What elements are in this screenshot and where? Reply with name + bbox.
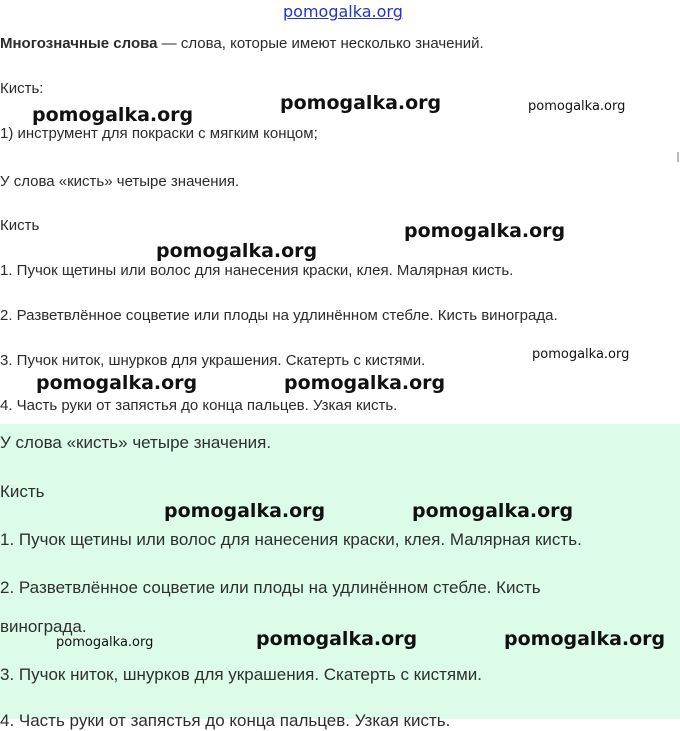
answer-item-1: 1. Пучок щетины или волос для нанесения краски, клея. Малярная кисть. bbox=[0, 262, 514, 279]
answer-item-2: 2. Разветвлённое соцветие или плоды на удлинённом стебле. Кисть винограда. bbox=[0, 307, 558, 324]
header-watermark-link[interactable]: pomogalka.org bbox=[283, 2, 403, 21]
watermark-8: pomogalka.org bbox=[284, 372, 446, 394]
answer-item-3: 3. Пучок ниток, шнурков для украшения. Скатерть с кистями. bbox=[0, 352, 426, 369]
green-summary: У слова «кисть» четыре значения. bbox=[0, 433, 272, 452]
example-meaning-1: 1) инструмент для покраски с мягким концом; bbox=[0, 125, 318, 142]
intro-definition: — слова, которые имеют несколько значений. bbox=[157, 35, 484, 52]
watermark-5: pomogalka.org bbox=[404, 220, 566, 242]
answer-summary: У слова «кисть» четыре значения. bbox=[0, 173, 240, 190]
green-item-2-part2: винограда. bbox=[0, 617, 87, 636]
watermark-13: pomogalka.org bbox=[504, 628, 666, 650]
watermark-1: pomogalka.org bbox=[32, 104, 194, 126]
watermark-10: pomogalka.org bbox=[412, 500, 574, 522]
green-item-2-part1: 2. Разветвлённое соцветие или плоды на удлинённом стебле. Кисть bbox=[0, 578, 541, 597]
answer-item-4: 4. Часть руки от запястья до конца пальцев. Узкая кисть. bbox=[0, 397, 398, 414]
answer-word: Кисть bbox=[0, 217, 40, 234]
example-word-label: Кисть: bbox=[0, 80, 44, 97]
watermark-2: pomogalka.org bbox=[280, 92, 442, 114]
green-word: Кисть bbox=[0, 482, 45, 501]
watermark-7: pomogalka.org bbox=[36, 372, 198, 394]
green-item-1: 1. Пучок щетины или волос для нанесения краски, клея. Малярная кисть. bbox=[0, 530, 582, 549]
watermark-4: pomogalka.org bbox=[156, 240, 318, 262]
scroll-tick bbox=[677, 152, 679, 162]
green-item-3: 3. Пучок ниток, шнурков для украшения. Скатерть с кистями. bbox=[0, 665, 483, 684]
watermark-6: pomogalka.org bbox=[532, 347, 630, 362]
watermark-9: pomogalka.org bbox=[164, 500, 326, 522]
watermark-3: pomogalka.org bbox=[528, 99, 626, 114]
watermark-12: pomogalka.org bbox=[256, 628, 418, 650]
intro-term: Многозначные слова bbox=[0, 35, 158, 52]
intro-line bbox=[0, 35, 484, 52]
watermark-11: pomogalka.org bbox=[56, 635, 154, 650]
green-item-4-partial: 4. Часть руки от запястья до конца пальцев. Узкая кисть. bbox=[0, 711, 451, 730]
